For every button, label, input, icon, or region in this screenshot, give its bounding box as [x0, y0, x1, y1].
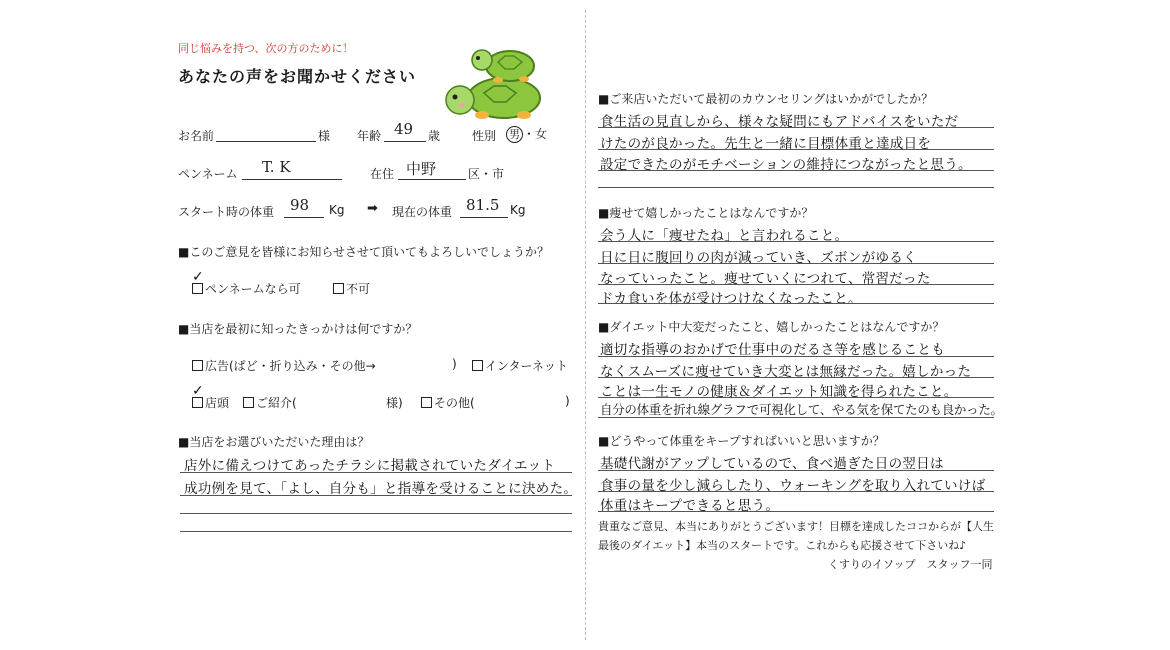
counseling-rule	[598, 170, 994, 171]
checkbox-store[interactable]	[192, 397, 203, 408]
counseling-line-2: けたのが良かった。先生と一緒に目標体重と達成日を	[600, 136, 932, 152]
thanks-line-1: 貴重なご意見、本当にありがとうございます！目標を達成したココからが【人生	[598, 520, 994, 533]
happy-line-3: なっていったこと。痩せていくにつれて、常習だった	[600, 271, 931, 287]
happy-rule	[598, 284, 994, 285]
permission-option-no[interactable]: 不可	[333, 280, 370, 297]
start-weight-unit: Kg	[329, 203, 345, 217]
tagline: 同じ悩みを持つ、次の方のために！	[178, 42, 354, 55]
checkbox-referral[interactable]	[243, 397, 254, 408]
age-field[interactable]	[384, 141, 426, 142]
residence-label: 在住	[370, 167, 395, 181]
start-weight-value: 98	[290, 196, 310, 214]
checkbox-other[interactable]	[421, 397, 432, 408]
age-label: 年齢	[357, 129, 382, 143]
happy-rule	[598, 241, 994, 242]
residence-value: 中野	[406, 160, 437, 178]
permission-question: ■このご意見を皆様にお知らせさせて頂いてもよろしいでしょうか？	[178, 245, 549, 259]
staff-signature: くすりのイソップ スタッフ一同	[828, 558, 993, 571]
arrow-icon: ➡	[367, 201, 378, 216]
counseling-line-3: 設定できたのがモチベーションの維持につながったと思う。	[600, 157, 972, 173]
penname-field[interactable]	[242, 179, 342, 180]
current-weight-value: 81.5	[466, 196, 500, 214]
gender-options	[506, 125, 547, 143]
discovery-referral-suffix: 様)	[386, 396, 403, 410]
discovery-option-referral[interactable]: ご紹介(	[243, 394, 297, 411]
gender-male-circled[interactable]: 男	[506, 126, 523, 143]
keep-rule	[598, 491, 994, 492]
reason-question: ■当店をお選びいただいた理由は？	[178, 435, 370, 449]
start-weight-field[interactable]	[284, 217, 324, 218]
checkbox-internet[interactable]	[472, 360, 483, 371]
counseling-rule	[598, 187, 994, 188]
current-weight-label: 現在の体重	[392, 205, 453, 219]
penname-label: ペンネーム	[178, 167, 238, 181]
discovery-ad-close: )	[452, 357, 457, 371]
counseling-question: ■ご来店いただいて最初のカウンセリングはいかがでしたか？	[598, 92, 934, 106]
discovery-option-store[interactable]: 店頭	[192, 394, 229, 411]
reason-rule	[180, 472, 572, 473]
keep-line-3: 体重はキープできると思う。	[600, 498, 780, 514]
keep-question: ■どうやって体重をキープすればいいと思いますか？	[598, 434, 885, 448]
residence-field[interactable]	[398, 179, 466, 180]
counseling-line-1: 食生活の見直しから、様々な疑問にもアドバイスをいただ	[600, 114, 959, 130]
hardship-rule	[598, 417, 994, 418]
happy-line-4: ドカ食いを体が受けつけなくなったこと。	[600, 291, 862, 307]
name-field[interactable]	[216, 141, 316, 142]
discovery-option-ad[interactable]: 広告(ぱど・折り込み・その他→	[192, 357, 376, 374]
hardship-line-3: ことは一生モノの健康＆ダイエット知識を得られたこと。	[600, 384, 958, 400]
hardship-rule	[598, 377, 994, 378]
reason-line-1: 店外に備えつけてあったチラシに掲載されていたダイエット	[184, 458, 556, 474]
form-title: あなたの声をお聞かせください	[178, 67, 417, 86]
checkmark-icon: ✓	[192, 383, 204, 399]
reason-rule	[180, 531, 572, 532]
discovery-other-close: )	[565, 394, 570, 408]
keep-line-2: 食事の量を少し減らしたり、ウォーキングを取り入れていけば	[600, 478, 986, 494]
reason-rule	[180, 513, 572, 514]
checkmark-icon: ✓	[192, 269, 204, 285]
hardship-question: ■ダイエット中大変だったこと、嬉しかったことはなんですか？	[598, 320, 945, 334]
current-weight-unit: Kg	[510, 203, 526, 217]
start-weight-label: スタート時の体重	[178, 205, 275, 219]
age-suffix: 歳	[428, 129, 441, 143]
discovery-option-other[interactable]: その他(	[421, 394, 475, 411]
checkbox-ad[interactable]	[192, 360, 203, 371]
age-value: 49	[394, 120, 414, 138]
discovery-option-internet[interactable]: インターネット	[472, 357, 568, 374]
gender-female[interactable]: ・女	[523, 127, 548, 141]
current-weight-field[interactable]	[460, 217, 508, 218]
residence-suffix: 区・市	[468, 167, 505, 181]
hardship-line-4: 自分の体重を折れ線グラフで可視化して、やる気を保てたのも良かった。	[600, 402, 1003, 417]
hardship-line-2: なくスムーズに痩せていき大変とは無縁だった。嬉しかった	[600, 364, 972, 380]
hardship-rule	[598, 356, 994, 357]
reason-rule	[180, 495, 572, 496]
turtles-illustration	[432, 38, 552, 120]
hardship-rule	[598, 397, 994, 398]
name-label: お名前	[178, 129, 215, 143]
small-turtle-head	[472, 50, 492, 70]
happy-rule	[598, 263, 994, 264]
happy-line-1: 会う人に「痩せたね」と言われること。	[600, 228, 849, 244]
center-divider	[585, 10, 586, 640]
permission-option-penname[interactable]: ペンネームなら可	[192, 280, 301, 297]
keep-line-1: 基礎代謝がアップしているので、食べ過ぎた日の翌日は	[600, 456, 944, 472]
counseling-rule	[598, 149, 994, 150]
gender-label: 性別	[472, 129, 497, 143]
reason-line-2: 成功例を見て、「よし、自分も」と指導を受けることに決めた。	[184, 481, 578, 497]
big-turtle-head	[446, 86, 474, 114]
thanks-line-2: 最後のダイエット】本当のスタートです。これからも応援させて下さいね♪	[598, 539, 967, 552]
hardship-line-1: 適切な指導のおかげで仕事中のだるさ等を感じることも	[600, 342, 945, 358]
name-suffix: 様	[318, 129, 331, 143]
happy-rule	[598, 303, 994, 304]
keep-rule	[598, 511, 994, 512]
counseling-rule	[598, 127, 994, 128]
happy-line-2: 日に日に腹回りの肉が減っていき、ズボンがゆるく	[600, 250, 917, 266]
discovery-question: ■当店を最初に知ったきっかけは何ですか？	[178, 322, 418, 336]
happy-question: ■痩せて嬉しかったことはなんですか？	[598, 206, 814, 220]
checkbox-no[interactable]	[333, 283, 344, 294]
penname-value: T. K	[262, 158, 291, 176]
keep-rule	[598, 470, 994, 471]
